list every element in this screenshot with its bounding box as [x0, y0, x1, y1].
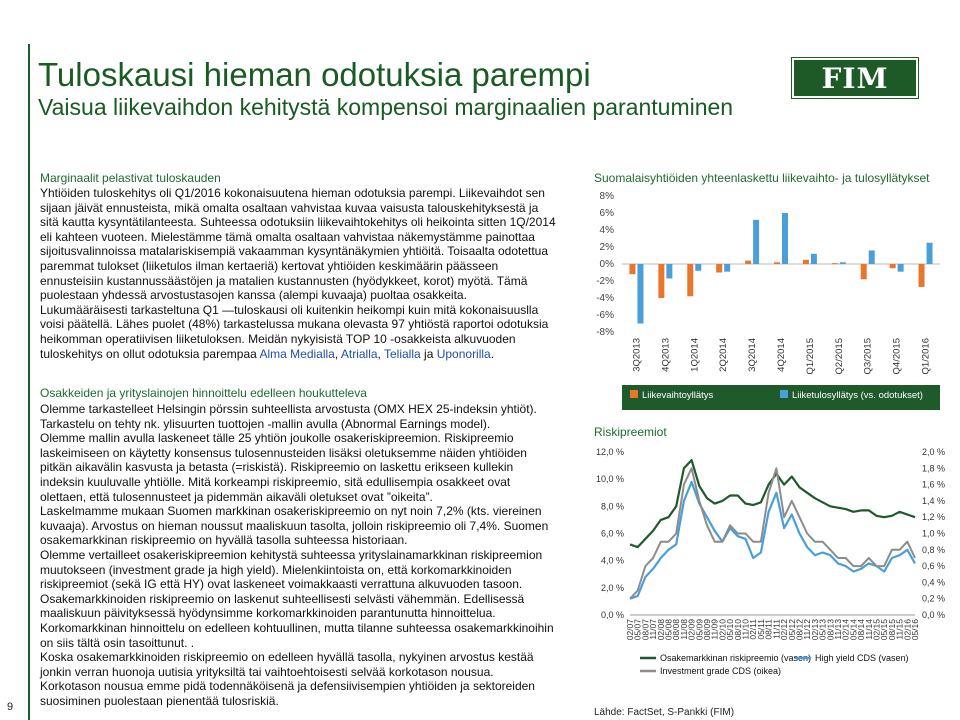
legend-label: Investment grade CDS (oikea) [660, 666, 782, 676]
x-tick-label: 02/13 [809, 619, 820, 641]
y-tick-label: 8% [599, 191, 614, 202]
x-tick-label: 11/12 [802, 619, 813, 640]
section-heading-valuation: Osakkeiden ja yrityslainojen hinnoittelu edelleen houkutteleva [40, 386, 367, 400]
x-tick-label: 08/09 [702, 619, 713, 641]
bar [687, 264, 693, 296]
y-right-tick-label: 0,4 % [922, 577, 946, 588]
bar [745, 261, 751, 264]
bar [811, 254, 817, 264]
x-tick-label: 08/13 [825, 619, 836, 641]
bar [803, 260, 809, 264]
y-left-tick-label: 0,0 % [600, 610, 624, 620]
source-note: Lähde: FactSet, S-Pankki (FIM) [594, 707, 735, 718]
bar [898, 264, 904, 272]
x-tick-label: 1Q2014 [689, 338, 701, 372]
x-tick-label: 05/11 [755, 619, 766, 640]
y-left-tick-label: 12,0 % [595, 447, 624, 457]
series-line [630, 468, 915, 598]
paragraph: Laskelmamme mukaan Suomen markkinan osakeriskipreemio on nyt noin 7,2% (kts. viereinen kuvaaja). Arvostus on hieman noussut maaliskuun tasolta, jolloin riskipreemio oli 7,4%. Suomen osakemarkkinan riskipreemio on hyvällä tasolla suhteessa historiaan. [40, 504, 549, 548]
y-tick-label: -6% [596, 310, 614, 321]
company-link-uponor[interactable]: Uponorilla [436, 346, 491, 361]
x-tick-label: 02/11 [748, 619, 759, 640]
x-tick-label: 02/08 [655, 619, 666, 641]
y-left-tick-label: 6,0 % [600, 528, 624, 539]
x-tick-label: 08/12 [794, 619, 805, 641]
separator: ja [420, 346, 437, 361]
x-tick-label: 05/08 [663, 619, 674, 641]
x-tick-label: 11/07 [648, 619, 659, 640]
surprise-bar-chart [590, 186, 950, 414]
y-right-tick-label: 1,6 % [922, 479, 946, 490]
x-tick-label: 08/11 [763, 619, 774, 640]
page-title: Tuloskausi hieman odotuksia parempi [38, 56, 591, 93]
x-tick-label: Q3/2015 [862, 338, 874, 375]
bar [890, 264, 896, 268]
left-accent-rule [28, 44, 30, 720]
x-tick-label: 05/10 [725, 619, 736, 641]
y-tick-label: -2% [596, 276, 614, 287]
paragraph [40, 303, 556, 361]
bar [919, 264, 925, 287]
y-right-tick-label: 0,6 % [922, 561, 946, 572]
x-tick-label: 02/15 [871, 619, 882, 641]
x-tick-label: 02/12 [779, 619, 790, 641]
bar [716, 264, 722, 273]
legend-label: High yield CDS (vasen) [815, 653, 909, 663]
section-body-valuation [40, 402, 556, 708]
section-body-margins [40, 186, 556, 361]
x-tick-label: 11/10 [740, 619, 751, 640]
y-left-tick-label: 2,0 % [600, 582, 624, 593]
series-line [630, 482, 915, 599]
separator: . [490, 346, 495, 361]
x-tick-label: 02/09 [686, 619, 697, 641]
y-tick-label: 4% [599, 225, 614, 236]
x-tick-label: 08/08 [671, 619, 682, 641]
x-tick-label: 05/16 [910, 619, 920, 641]
x-tick-label: 11/14 [863, 619, 874, 640]
bar [927, 243, 933, 264]
x-tick-label: 05/09 [694, 619, 705, 641]
x-tick-label: Q4/2015 [891, 338, 903, 375]
x-tick-label: Q1/2015 [804, 338, 816, 375]
legend-label: Liiketulosyllätys (vs. odotukset) [792, 390, 923, 401]
x-tick-label: 08/14 [856, 619, 867, 641]
y-tick-label: -4% [596, 293, 614, 304]
legend-swatch [780, 390, 788, 398]
paragraph: Olemme mallin avulla laskeneet tälle 25 yhtiön joukolle osakeriskipreemion. Riskipreemio laskeimiseen on käytetty konsensus tulosennusteiden lisäksi oletuksemme näiden yhtiöiden pitkän aikavälin kasvusta ja betasta (=riskistä). Riskipreemio on laskettu erikseen kullekin indeksin kuuluvalle yhtiölle. Mitä korkeampi riskipreemio, sitä edullisempia osakkeet ovat olettaen, että tulosennusteet ja pidemmän aikaväli oletukset ovat ”oikeita”. [40, 431, 527, 504]
fim-logo: FIM [792, 58, 918, 98]
x-tick-label: 4Q2013 [660, 338, 672, 372]
y-tick-label: 6% [599, 208, 614, 219]
x-tick-label: 11/13 [832, 619, 843, 640]
bar [774, 262, 780, 264]
x-tick-label: Q2/2015 [833, 338, 845, 375]
bar [753, 220, 759, 264]
y-tick-label: -8% [596, 327, 614, 338]
bar [832, 263, 838, 264]
company-link-atria[interactable]: Atrialla [340, 346, 378, 361]
risk-premium-line-chart [590, 440, 950, 690]
x-tick-label: 02/07 [625, 619, 635, 641]
y-right-tick-label: 1,0 % [922, 528, 946, 539]
y-left-tick-label: 4,0 % [600, 555, 624, 566]
paragraph: Koska osakemarkkinoiden riskipreemio on edelleen hyvällä tasolla, nykyinen arvostus kestää jonkin verran huonoja uutisia yrityksiltä tai vaihtoehtoisesti selvää korkotason nousua. Korkotason nousua emme pidä todennäköisenä ja defensiivisempien yhtiöiden ja sektoreiden suosiminen puolestaan pienentää tulosriskiä. [40, 650, 535, 708]
company-link-telia[interactable]: Telialla [384, 346, 421, 361]
x-tick-label: 02/10 [717, 619, 728, 641]
x-tick-label: 05/15 [879, 619, 890, 641]
x-tick-label: 08/07 [640, 619, 651, 641]
y-right-tick-label: 1,8 % [922, 463, 946, 474]
x-tick-label: 08/10 [732, 619, 743, 641]
x-tick-label: 02/14 [840, 619, 851, 641]
x-tick-label: 11/09 [709, 619, 720, 640]
x-tick-label: 05/12 [786, 619, 797, 641]
x-tick-label: 11/11 [771, 619, 782, 640]
y-right-tick-label: 1,2 % [922, 512, 946, 523]
bar [637, 264, 643, 324]
y-right-tick-label: 2,0 % [922, 447, 946, 457]
bar [658, 264, 664, 298]
x-tick-label: 3Q2014 [747, 338, 759, 372]
y-tick-label: 2% [599, 242, 614, 253]
y-right-tick-label: 0,0 % [922, 610, 946, 620]
section-heading-margins: Marginaalit pelastivat tuloskauden [40, 171, 221, 185]
x-tick-label: 4Q2014 [776, 338, 787, 372]
bar [724, 264, 730, 272]
x-tick-label: 05/07 [632, 619, 643, 641]
paragraph: Yhtiöiden tuloskehitys oli Q1/2016 kokonaisuutena hieman odotuksia parempi. Liikevaihdot sen sijaan jäivät ennusteista, mikä omalta osaltaan vahvistaa kuvaa vaisusta talouskehityksestä ja sitä kautta kysyntätilanteesta. Suhteessa odotuksiin liikevaihtokehitys oli heikointa sitten 1Q/2014 eli kahteen vuoteen. Mielestämme tämä omalta osaltaan vahvistaa näkemystämme painottaa sijoitusvalinnoissa matalariskisempiä vakaamman kysyntänäkymien yhtiöitä. Toisaalta odotettua paremmat tulokset (liiketulos ilman kertaeriä) kertovat yhtiöiden keskimäärin päässeen ennusteisiin kustannussäästöjen ja matalien kustannusten (hyödykkeet, korot) myötä. Tämä puolestaan yhdessä arvostustasojen kanssa (alempi kuvaaja) puoltaa osakkeita. [40, 186, 556, 303]
paragraph-text: Lukumääräisesti tarkasteltuna Q1 —tuloskausi oli kuitenkin heikompi kuin mitä kokonaisuuslla voisi päätellä. Lähes puolet (48%) tarkastelussa mukana olevasta 97 yhtiöstä raportoi odotuksia heikomman operatiivisen liiketuloksen. Meidän nykyisistä TOP 10 -osakkeista alkuvuoden tuloskehitys on ollut odotuksia parempaa [40, 302, 549, 361]
y-left-tick-label: 8,0 % [600, 501, 624, 512]
x-tick-label: 11/15 [894, 619, 905, 640]
paragraph: Olemme vertailleet osakeriskipreemion kehitystä suhteessa yrityslainamarkkinan riskipreemion muutokseen (investment grade ja high yield). Mielenkiintoista on, että korkomarkkinoiden riskipreemiot (sekä IG että HY) ovat laskeneet voimakkaasti verrattuna alkuvuoden tasoon. Osakemarkkinoiden riskipreemio on laskenut suhteellisesti selvästi vähemmän. Edellisessä maaliskuun päivityksessä hyödynsimme korkomarkkinoiden parantunutta hinnoittelua. Korkomarkkinan hinnoittelu on edelleen kohtuullinen, mutta tilanne suhteessa osakemarkkinoihin on siis tältä osin tasoittunut. . [40, 547, 554, 650]
legend-swatch [630, 390, 638, 398]
bar [629, 264, 635, 274]
paragraph: Olemme tarkastelleet Helsingin pörssin suhteellista arvostusta (OMX HEX 25-indeksin yhtiöt). Tarkastelu on tehty nk. ylisuurten tuottojen -mallin avulla (Abnormal Earnings model). [40, 402, 537, 431]
legend-label: Liikevaihtoyllätys [642, 390, 714, 401]
page-subtitle: Vaisua liikevaihdon kehitystä kompensoi marginaalien parantuminen [38, 94, 734, 120]
separator: , [377, 346, 384, 361]
bar [869, 250, 875, 264]
company-link-alma-media[interactable]: Alma Medialla [259, 346, 335, 361]
x-tick-label: Q1/2016 [920, 338, 932, 375]
risk-premium-chart-title: Riskipreemiot [594, 425, 667, 439]
bar [782, 213, 788, 264]
bar [666, 264, 672, 278]
page-number: 9 [7, 701, 14, 713]
legend-label: Osakemarkkinan riskipreemio (vasen) [660, 653, 812, 663]
x-tick-label: 2Q2014 [718, 338, 730, 372]
surprise-chart-title: Suomalaisyhtiöiden yhteenlaskettu liikevaihto- ja tulosyllätykset [594, 171, 930, 185]
y-right-tick-label: 1,4 % [922, 495, 946, 506]
x-tick-label: 05/13 [817, 619, 828, 641]
x-tick-label: 3Q2013 [631, 338, 643, 372]
y-tick-label: 0% [599, 259, 614, 270]
y-right-tick-label: 0,8 % [922, 544, 946, 555]
bar [840, 262, 846, 264]
x-tick-label: 11/08 [678, 619, 689, 640]
y-right-tick-label: 0,2 % [922, 593, 946, 604]
x-tick-label: 05/14 [848, 619, 859, 641]
separator: , [334, 346, 341, 361]
bar [861, 264, 867, 279]
y-left-tick-label: 10,0 % [595, 474, 624, 485]
x-tick-label: 02/16 [902, 619, 913, 641]
x-tick-label: 08/15 [886, 619, 897, 641]
bar [695, 264, 701, 271]
